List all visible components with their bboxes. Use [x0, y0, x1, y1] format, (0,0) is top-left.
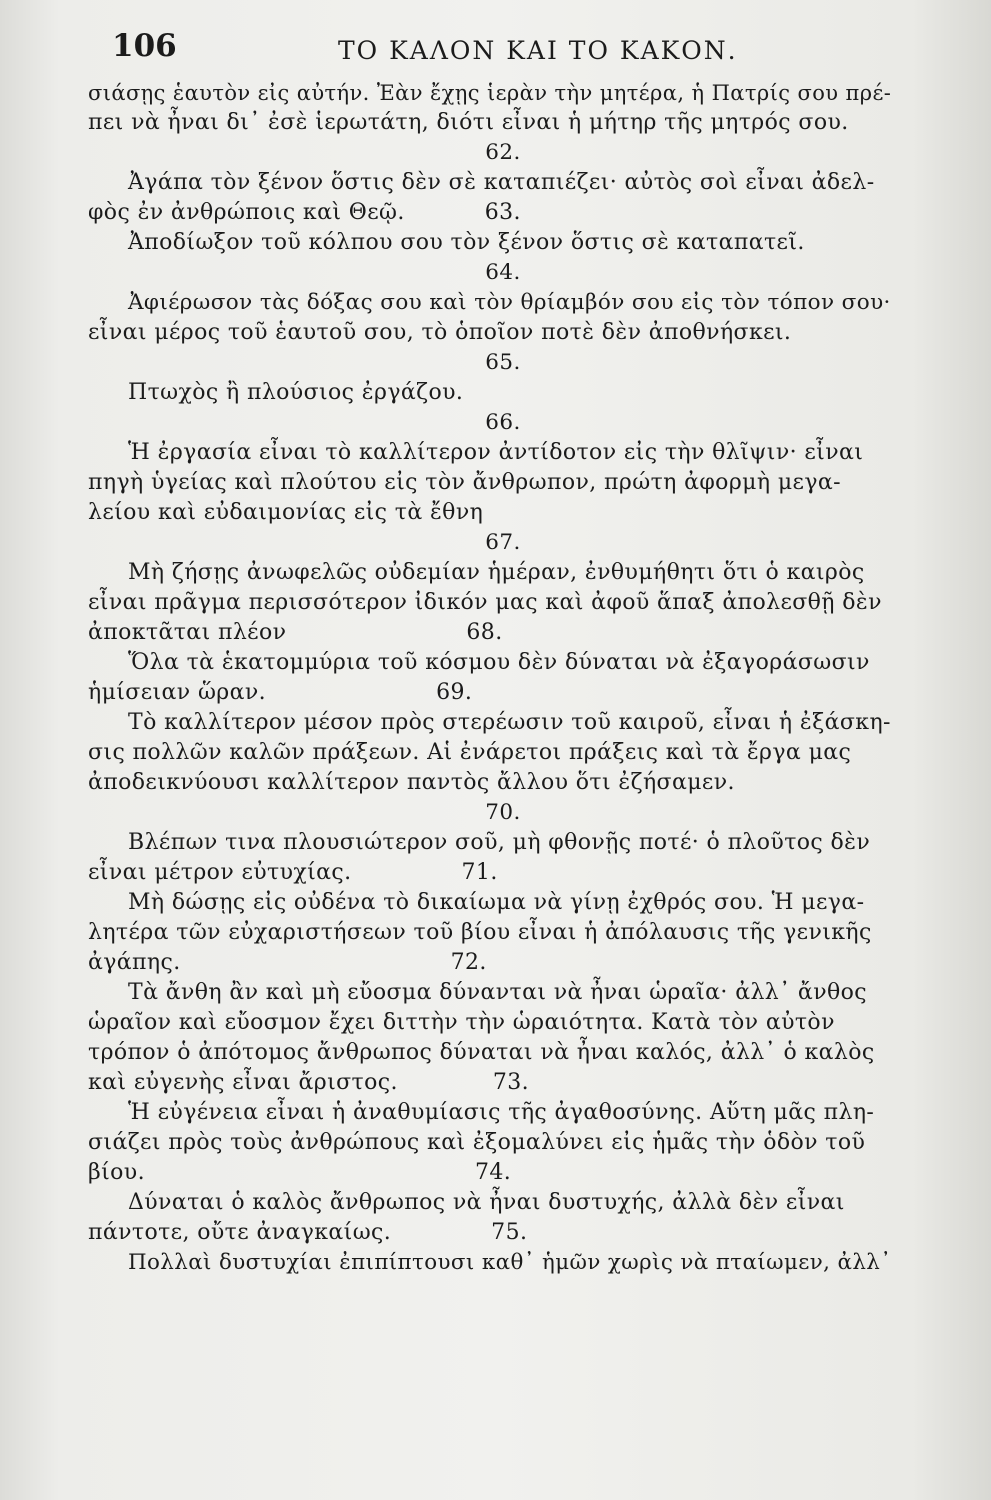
maxim-number: 70. [485, 800, 521, 825]
text-line: λείου καὶ εὐδαιμονίας εἰς τὰ ἔθνη [88, 500, 484, 525]
text-fragment: καὶ εὐγενὴς εἶναι ἄριστος. [88, 1070, 398, 1095]
text-line: Ἀγάπα τὸν ξένον ὅστις δὲν σὲ καταπιέζει· αὐτὸς σοὶ εἶναι ἀδελ- [128, 170, 875, 195]
text-line: Πολλαὶ δυστυχίαι ἐπιπίπτουσι καθ᾽ ἡμῶν χωρὶς νὰ πταίωμεν, ἀλλ᾽ [128, 1250, 892, 1275]
text-fragment: ἡμίσειαν ὥραν. [88, 680, 267, 705]
text-line: πηγὴ ὑγείας καὶ πλούτου εἰς τὸν ἄνθρωπον, πρώτη ἀφορμὴ μεγα- [88, 470, 841, 495]
text-line [88, 1068, 898, 1098]
maxim-number: 69. [436, 680, 473, 705]
text-line: σις πολλῶν καλῶν πράξεων. Αἱ ἐνάρετοι πράξεις καὶ τὰ ἔργα μας [88, 740, 852, 765]
maxim-number: 66. [485, 410, 521, 435]
text-line: Ἡ εὐγένεια εἶναι ἡ ἀναθυμίασις τῆς ἀγαθοσύνης. Αὕτη μᾶς πλη- [128, 1100, 875, 1125]
maxim-number: 62. [485, 140, 521, 165]
text-line: ἀποδεικνύουσι καλλίτερον παντὸς ἄλλου ὅτι ἐζήσαμεν. [88, 770, 735, 795]
text-line [88, 1218, 898, 1248]
text-line [88, 198, 898, 228]
text-line: Ἀφιέρωσον τὰς δόξας σου καὶ τὸν θρίαμβόν σου εἰς τὸν τόπον σου· [128, 290, 891, 315]
text-fragment: ἀγάπης. [88, 950, 181, 975]
text-line: Δύναται ὁ καλὸς ἄνθρωπος νὰ ἦναι δυστυχής, ἀλλὰ δὲν εἶναι [128, 1190, 845, 1215]
maxim-number: 65. [485, 350, 521, 375]
running-head: ΤΟ ΚΑΛΟΝ ΚΑΙ ΤΟ ΚΑΚΟΝ. [338, 36, 738, 65]
maxim-number: 72. [450, 950, 487, 975]
text-line: Ἡ ἐργασία εἶναι τὸ καλλίτερον ἀντίδοτον εἰς τὴν θλῖψιν· εἶναι [128, 440, 864, 465]
maxim-number: 73. [492, 1070, 530, 1095]
maxim-number: 64. [485, 260, 521, 285]
text-line: Μὴ δώσῃς εἰς οὐδένα τὸ δικαίωμα νὰ γίνῃ ἐχθρός σου. Ἡ μεγα- [128, 890, 865, 915]
text-line [88, 858, 898, 888]
text-line [88, 618, 898, 648]
text-line: Τὰ ἄνθη ἂν καὶ μὴ εὔοσμα δύνανται νὰ ἦναι ὡραῖα· ἀλλ᾽ ἄνθος [128, 980, 867, 1005]
text-line: Τὸ καλλίτερον μέσον πρὸς στερέωσιν τοῦ καιροῦ, εἶναι ἡ ἐξάσκη- [128, 710, 891, 735]
text-line: τρόπον ὁ ἀπότομος ἄνθρωπος δύναται νὰ ἦναι καλός, ἀλλ᾽ ὁ καλὸς [88, 1040, 875, 1065]
maxim-number: 67. [485, 530, 521, 555]
text-line: σιάσῃς ἑαυτὸν εἰς αὐτήν. Ἐὰν ἔχῃς ἱερὰν τὴν μητέρα, ἡ Πατρίς σου πρέ- [88, 81, 892, 105]
text-fragment: φὸς ἐν ἀνθρώποις καὶ Θεῷ. [88, 200, 405, 225]
maxim-number: 74. [474, 1160, 512, 1185]
text-line [88, 678, 898, 708]
text-line: ὡραῖον καὶ εὔοσμον ἔχει διττὴν τὴν ὡραιότητα. Κατὰ τὸν αὐτὸν [88, 1010, 835, 1035]
page-number: 106 [112, 28, 177, 64]
maxim-number: 63. [484, 200, 521, 225]
text-line: Πτωχὸς ἢ πλούσιος ἐργάζου. [128, 380, 464, 405]
text-fragment: πάντοτε, οὔτε ἀναγκαίως. [88, 1220, 392, 1245]
text-line: πει νὰ ἦναι δι᾽ ἐσὲ ἱερωτάτη, διότι εἶναι ἡ μήτηρ τῆς μητρός σου. [88, 110, 849, 135]
maxim-number: 71. [461, 860, 498, 885]
text-line [88, 1158, 898, 1188]
text-line: εἶναι πρᾶγμα περισσότερον ἰδικόν μας καὶ ἀφοῦ ἅπαξ ἀπολεσθῇ δὲν [88, 590, 882, 615]
text-line: σιάζει πρὸς τοὺς ἀνθρώπους καὶ ἐξομαλύνει εἰς ἡμᾶς τὴν ὁδὸν τοῦ [88, 1130, 866, 1155]
maxim-number: 68. [466, 620, 503, 645]
body-text [88, 78, 898, 1278]
text-fragment: ἀποκτᾶται πλέον [88, 620, 287, 645]
text-line: Ἀποδίωξον τοῦ κόλπου σου τὸν ξένον ὅστις σὲ καταπατεῖ. [128, 230, 805, 255]
text-fragment: βίου. [88, 1160, 145, 1185]
text-line: λητέρα τῶν εὐχαριστήσεων τοῦ βίου εἶναι ἡ ἀπόλαυσις τῆς γενικῆς [88, 920, 872, 945]
text-line: εἶναι μέρος τοῦ ἑαυτοῦ σου, τὸ ὁποῖον ποτὲ δὲν ἀποθνήσκει. [88, 320, 792, 345]
text-line [88, 948, 898, 978]
text-line: Βλέπων τινα πλουσιώτερον σοῦ, μὴ φθονῇς ποτέ· ὁ πλοῦτος δὲν [128, 830, 871, 855]
text-fragment: εἶναι μέτρον εὐτυχίας. [88, 860, 352, 885]
text-line: Ὅλα τὰ ἑκατομμύρια τοῦ κόσμου δὲν δύναται νὰ ἐξαγοράσωσιν [128, 650, 870, 675]
maxim-number: 75. [491, 1220, 528, 1245]
text-line: Μὴ ζήσῃς ἀνωφελῶς οὐδεμίαν ἡμέραν, ἐνθυμήθητι ὅτι ὁ καιρὸς [128, 560, 865, 585]
